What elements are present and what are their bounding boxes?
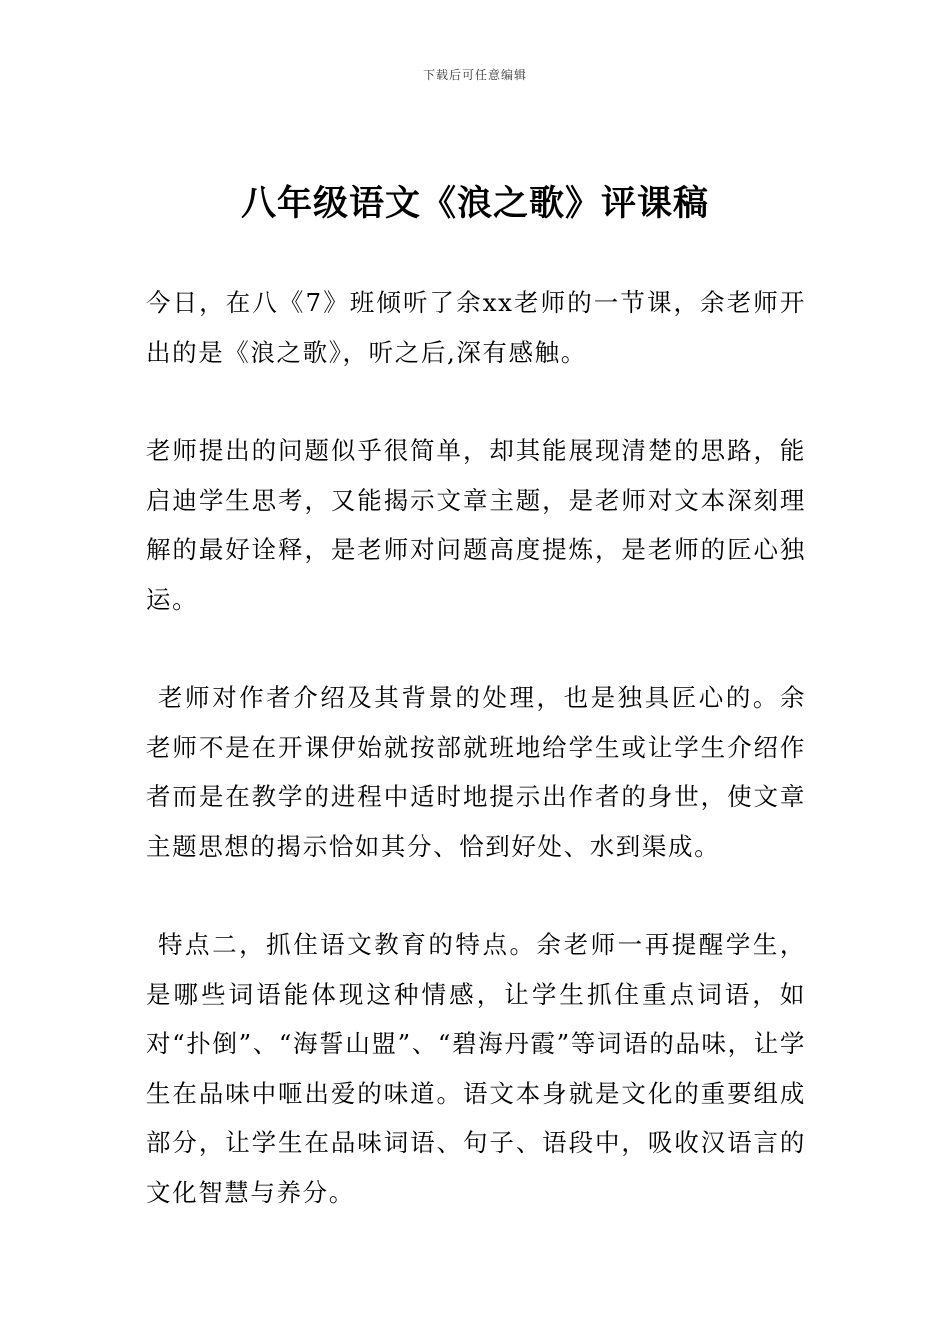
document-title: 八年级语文《浪之歌》评课稿: [240, 184, 709, 224]
paragraph-questions: 老师提出的问题似乎很简单，却其能展现清楚的思路，能启迪学生思考，又能揭示文章主题，是老师对文本深刻理解的最好诠释，是老师对问题高度提炼，是老师的匠心独运。: [146, 436, 806, 614]
paragraph-feature-two: 特点二，抓住语文教育的特点。余老师一再提醒学生，是哪些词语能体现这种情感，让学生抓住重点词语，如对“扑倒”、“海誓山盟”、“碧海丹霞”等词语的品味，让学生在品味中咂出爱的味道。语文本身就是文化的重要组成部分，让学生在品味词语、句子、语段中，吸收汉语言的文化智慧与养分。: [146, 930, 806, 1207]
paragraph-intro: 今日，在八《7》班倾听了余xx老师的一节课，余老师开出的是《浪之歌》，听之后,深有感触。: [146, 288, 806, 367]
document-body: [146, 278, 806, 1217]
paragraph-author-background: 老师对作者介绍及其背景的处理，也是独具匠心的。余老师不是在开课伊始就按部就班地给学生或让学生介绍作者而是在教学的进程中适时地提示出作者的身世，使文章主题思想的揭示恰如其分、恰到好处、水到渠成。: [146, 683, 806, 861]
header-note: 下载后可任意编辑: [422, 68, 527, 82]
